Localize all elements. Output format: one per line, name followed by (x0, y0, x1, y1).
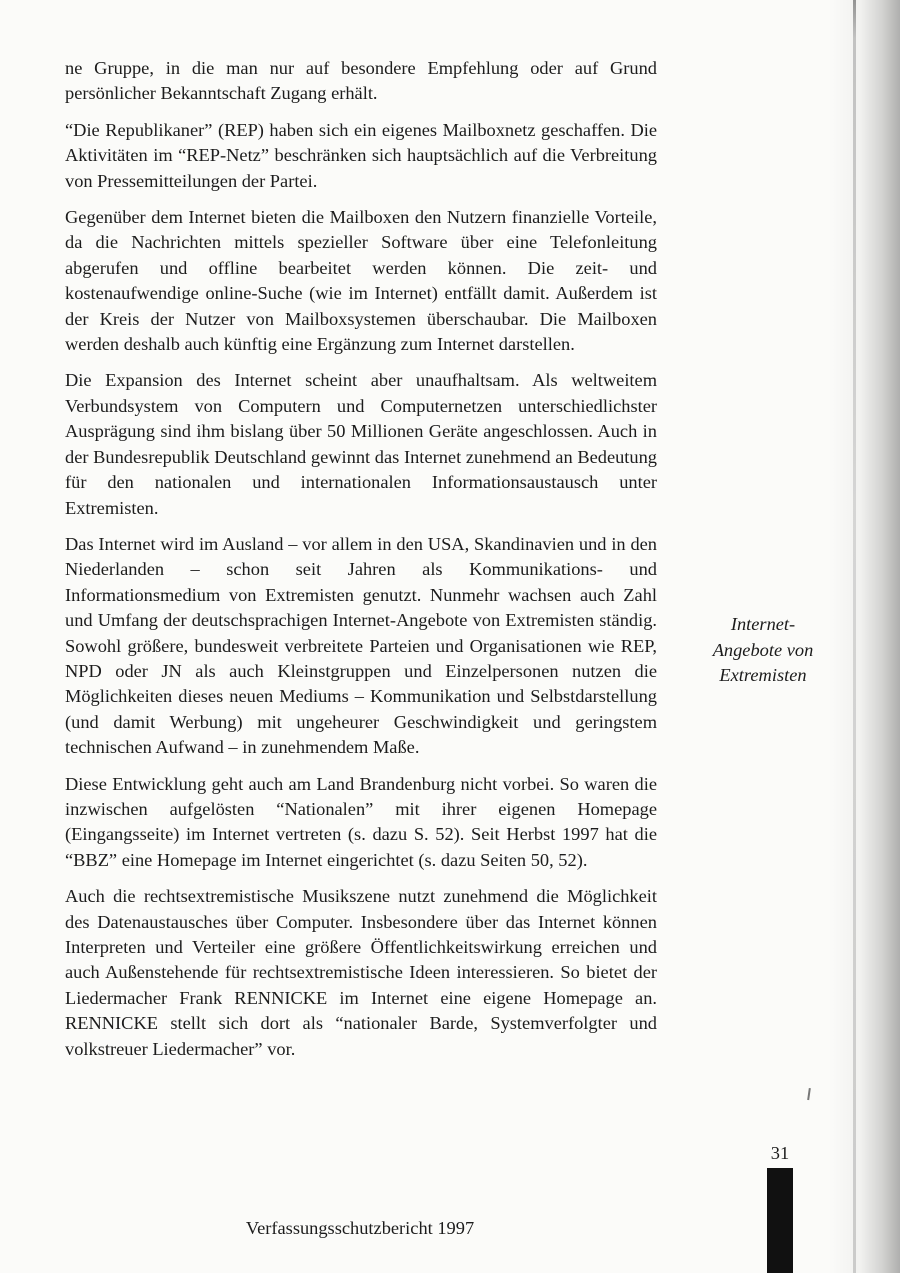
paragraph-1: ne Gruppe, in die man nur auf besondere Empfehlung oder auf Grund persönlicher Bekanntschaft Zugang erhält. (65, 58, 657, 104)
body-text (65, 56, 657, 1073)
margin-note (688, 612, 838, 689)
margin-note-line-3: Extremisten (719, 665, 807, 685)
paragraph-2: “Die Republikaner” (REP) haben sich ein eigenes Mailboxnetz geschaffen. Die Aktivitäten im “REP-Netz” beschränken sich hauptsächlich auf die Verbreitung von Pressemitteilungen der Partei. (65, 119, 657, 191)
binding-edge-line (853, 0, 856, 1273)
paragraph-4: Die Expansion des Internet scheint aber unaufhaltsam. Als weltweitem Verbundsystem von Computern und Computernetzen unterschiedlichster Ausprägung sind ihm bislang über 50 Millionen Geräte angeschlossen. Auch in der Bundesrepublik Deutschland gewinnt das Internet zunehmend an Bedeutung für den nationalen und internationalen Informationsaustausch unter Extremisten. (65, 370, 657, 518)
stray-pen-mark (807, 1088, 810, 1100)
thumb-index-tab (767, 1168, 793, 1273)
paragraph-7: Auch die rechtsextremistische Musikszene nutzt zunehmend die Möglichkeit des Datenaustausches über Computer. Insbesondere über das Internet können Interpreten und Verteiler eine größere Öffentlichkeitswirkung erreichen und auch Außenstehende für rechtsextremistische Ideen interessieren. So bietet der Liedermacher Frank RENNICKE im Internet eine eigene Homepage an. RENNICKE stellt sich dort als “nationaler Barde, Systemverfolgter und volkstreuer Liedermacher” vor. (65, 886, 657, 1059)
paragraph-6: Diese Entwicklung geht auch am Land Brandenburg nicht vorbei. So waren die inzwischen aufgelösten “Nationalen” mit ihrer eigenen Homepage (Eingangsseite) im Internet vertreten (s. dazu S. 52). Seit Herbst 1997 hat die “BBZ” eine Homepage im Internet eingerichtet (s. dazu Seiten 50, 52). (65, 773, 657, 870)
margin-note-line-2: Angebote von (712, 639, 814, 660)
page-number: 31 (770, 1143, 790, 1163)
page-footer: Verfassungsschutzbericht 1997 (245, 1218, 475, 1238)
paragraph-3: Gegenüber dem Internet bieten die Mailboxen den Nutzern finanzielle Vorteile, da die Nachrichten mittels spezieller Software über eine Telefonleitung abgerufen und offline bearbeitet werden können. Die zeit- und kostenaufwendige online-Suche (wie im Internet) entfällt damit. Außerdem ist der Kreis der Nutzer von Mailboxsystemen überschaubar. Die Mailboxen werden deshalb auch künftig eine Ergänzung zum Internet darstellen. (65, 207, 657, 355)
page-edge-shadow (828, 0, 900, 1273)
margin-note-line-1: Internet- (730, 614, 796, 634)
paragraph-5: Das Internet wird im Ausland – vor allem in den USA, Skandinavien und in den Niederlanden – schon seit Jahren als Kommunikations- und Informationsmedium von Extremisten genutzt. Nunmehr wachsen auch Zahl und Umfang der deutschsprachigen Internet-Angebote von Extremisten ständig. Sowohl größere, bundesweit verbreitete Parteien und Organisationen wie REP, NPD oder JN als auch Kleinstgruppen und Einzelpersonen nutzen die Möglichkeiten dieses neuen Mediums – Kommunikation und Selbstdarstellung (und damit Werbung) mit ungeheurer Geschwindigkeit und geringstem technischen Aufwand – in zunehmendem Maße. (65, 533, 657, 758)
